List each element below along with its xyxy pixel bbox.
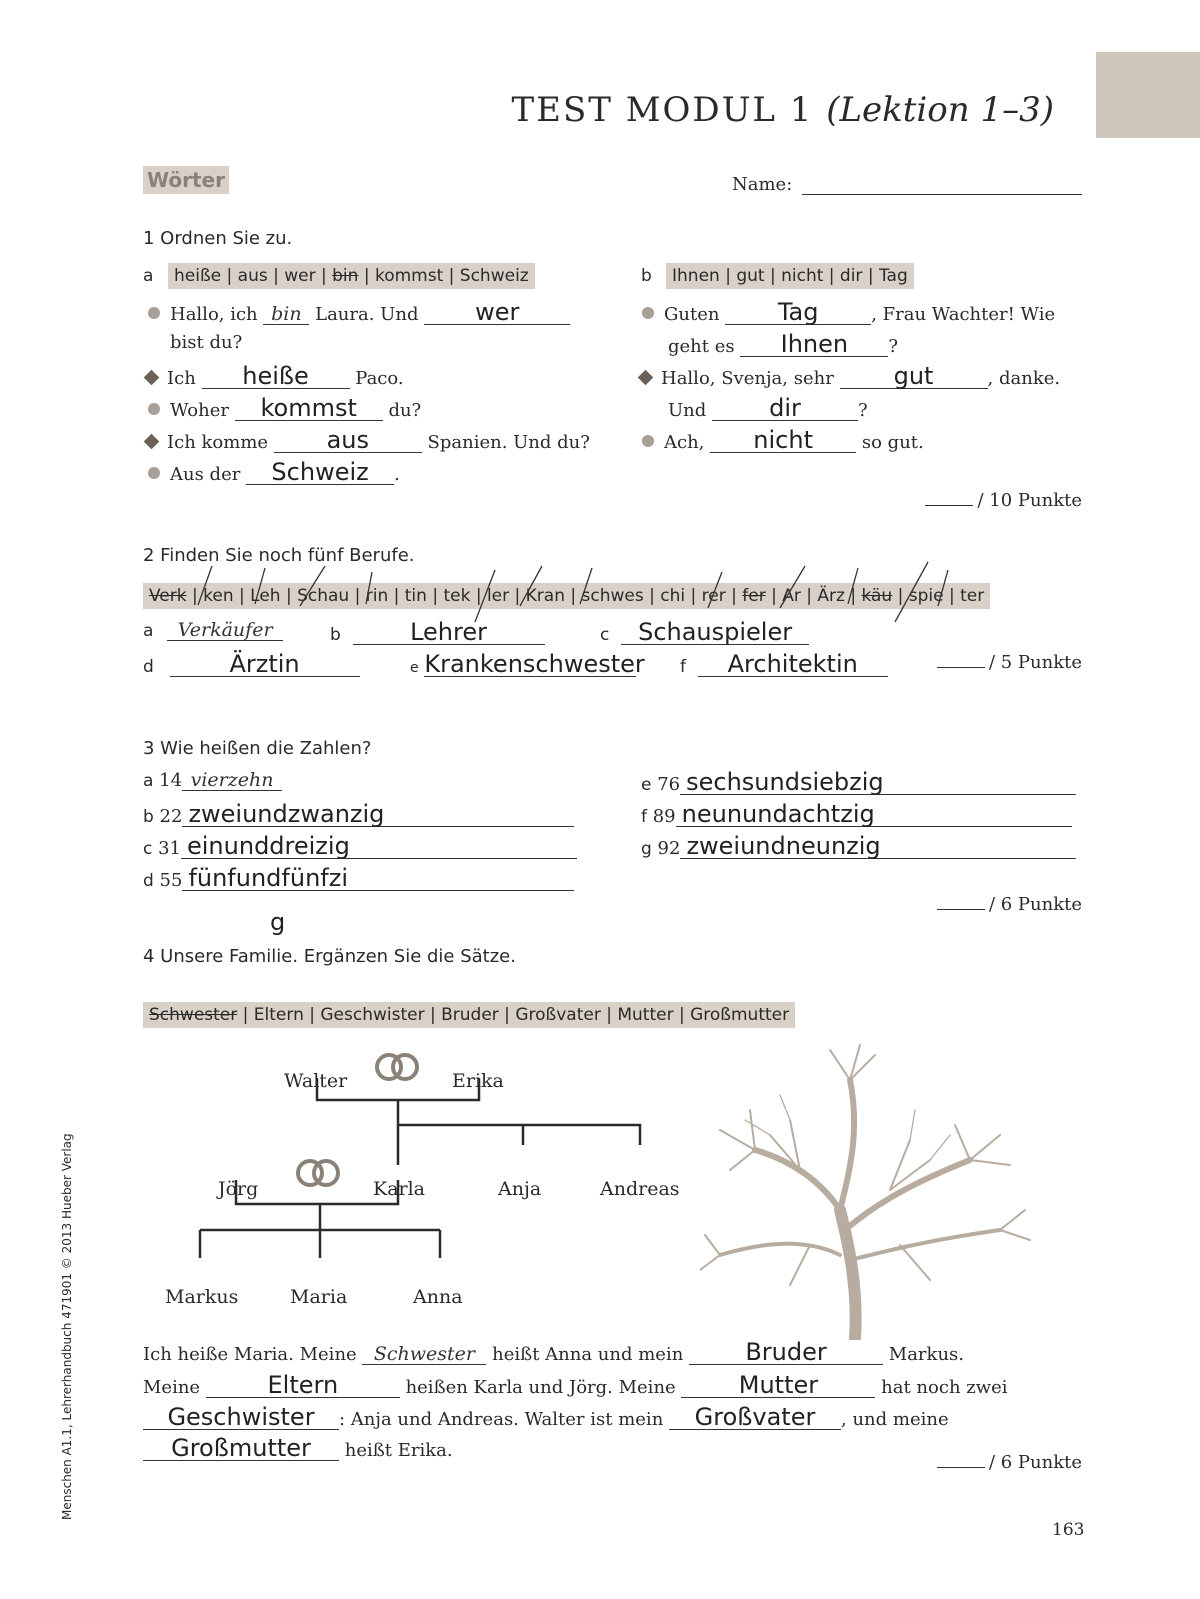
answer-blank[interactable]: einunddreizig [181, 834, 577, 859]
ex1-a-label: a [143, 266, 154, 286]
ex2-c: c Schauspieler [600, 620, 809, 645]
ex3-item-a: a 14 vierzehn [143, 770, 282, 791]
page-number: 163 [1052, 1520, 1085, 1540]
ex2-row1: a Verkäufer [143, 620, 283, 641]
ex3-title: 3 Wie heißen die Zahlen? [143, 738, 372, 759]
answer-blank[interactable]: Architektin [698, 652, 888, 677]
ex3-item-f: f 89 neunundachtzig [641, 802, 1072, 827]
ex2-score: / 5 Punkte [937, 652, 1082, 673]
ex2-title: 2 Finden Sie noch fünf Berufe. [143, 545, 415, 566]
wedding-rings-icon [373, 1051, 423, 1083]
ex1-a-line2: bist du? [170, 332, 243, 353]
ex3-stray-mark: g [270, 908, 286, 936]
score-field[interactable] [937, 667, 985, 668]
ex2-e: e Krankenschwester [410, 650, 645, 678]
ex1-b-line1: Guten Tag , Frau Wachter! Wie [642, 300, 1055, 325]
page-title: TEST MODUL 1 (Lektion 1–3) [511, 90, 1054, 130]
diamond-bullet-icon [144, 433, 160, 449]
answer-blank[interactable]: Schauspieler [621, 620, 809, 645]
answer-blank[interactable]: Ihnen [740, 332, 888, 357]
answer-blank[interactable]: Verkäufer [167, 621, 283, 641]
ex1-b-line5: Ach, nicht so gut. [642, 428, 924, 453]
answer-blank[interactable]: heiße [202, 364, 350, 389]
circle-bullet-icon [642, 435, 654, 447]
ex2-f: f Architektin [680, 652, 888, 677]
circle-bullet-icon [148, 403, 160, 415]
tree-name-maria: Maria [290, 1286, 348, 1308]
answer-blank[interactable]: bin [263, 305, 309, 325]
ex2-syllable-box: Verk | ken | Leh | Schau | rin | tin | tek | ler | Kran | schwes | chi | rer | fer | Ar | Ärz | käu | spie | ter [143, 583, 990, 609]
ex3-item-e: e 76 sechsundsiebzig [641, 770, 1076, 795]
circle-bullet-icon [148, 307, 160, 319]
answer-blank[interactable]: gut [840, 364, 988, 389]
tree-name-erika: Erika [452, 1070, 504, 1092]
ex2-b: b Lehrer [330, 620, 545, 645]
ex1-a-line5: Ich komme aus Spanien. Und du? [144, 428, 590, 453]
ex4-sentence2: Meine Eltern heißen Karla und Jörg. Meine Mutter hat noch zwei [143, 1371, 1008, 1399]
ex1-b-wordbox: Ihnen | gut | nicht | dir | Tag [666, 263, 914, 289]
wedding-rings-icon [294, 1157, 344, 1189]
ex3-score: / 6 Punkte [937, 894, 1082, 915]
ex1-score: / 10 Punkte [925, 490, 1082, 511]
ex1-a-line1: Hallo, ich bin Laura. Und wer [148, 300, 570, 325]
answer-blank[interactable]: Eltern [206, 1373, 400, 1398]
answer-blank[interactable]: Großmutter [143, 1436, 339, 1461]
tree-name-walter: Walter [284, 1070, 348, 1092]
tree-name-markus: Markus [165, 1286, 239, 1308]
circle-bullet-icon [148, 467, 160, 479]
ex1-a-wordbox: heiße | aus | wer | bin | kommst | Schweiz [168, 263, 535, 289]
copyright-sidebar: Menschen A1.1, Lehrerhandbuch 471901 © 2013 Hueber Verlag [60, 1133, 74, 1520]
answer-blank[interactable]: zweiundzwanzig [182, 802, 574, 827]
tree-name-anna: Anna [413, 1286, 463, 1308]
ex4-title: 4 Unsere Familie. Ergänzen Sie die Sätze. [143, 946, 516, 967]
ex1-a-line4: Woher kommst du? [148, 396, 421, 421]
diamond-bullet-icon [144, 369, 160, 385]
ex2-d: d Ärztin [143, 652, 360, 677]
tree-illustration [700, 1040, 1040, 1340]
answer-blank[interactable]: Tag [725, 300, 871, 325]
answer-blank[interactable]: vierzehn [182, 771, 282, 791]
ex4-sentence4: Großmutter heißt Erika. [143, 1436, 453, 1461]
tree-name-andreas: Andreas [600, 1178, 680, 1200]
name-label: Name: [732, 174, 793, 195]
ex1-b-label: b [641, 266, 652, 286]
ex3-item-g: g 92 zweiundneunzig [641, 834, 1076, 859]
answer-blank[interactable]: fünfundfünfzi [182, 866, 574, 891]
answer-blank[interactable]: neunundachtzig [676, 802, 1072, 827]
answer-blank[interactable]: Mutter [681, 1373, 875, 1398]
answer-blank[interactable]: wer [424, 300, 570, 325]
answer-blank[interactable]: Ärztin [170, 652, 360, 677]
answer-blank[interactable]: Schwester [362, 1345, 486, 1365]
tree-name-karla: Karla [373, 1178, 426, 1200]
answer-blank[interactable]: Krankenschwester [424, 650, 645, 678]
score-field[interactable] [925, 505, 973, 506]
section-tag: Wörter [143, 166, 229, 194]
answer-blank[interactable]: dir [712, 396, 858, 421]
name-field[interactable] [802, 193, 1082, 195]
ex4-sentence3: Geschwister : Anja und Andreas. Walter ist mein Großvater , und meine [143, 1405, 949, 1430]
answer-blank[interactable]: aus [274, 428, 422, 453]
ex4-wordbox: Schwester | Eltern | Geschwister | Bruder | Großvater | Mutter | Großmutter [143, 1002, 795, 1028]
circle-bullet-icon [642, 307, 654, 319]
ex3-item-c: c 31 einunddreizig [143, 834, 577, 859]
answer-blank[interactable]: sechsundsiebzig [680, 770, 1076, 795]
ex3-item-b: b 22 zweiundzwanzig [143, 802, 574, 827]
ex4-score: / 6 Punkte [937, 1452, 1082, 1473]
answer-blank[interactable]: kommst [235, 396, 383, 421]
tree-name-joerg: Jörg [218, 1178, 259, 1200]
ex1-b-line4: Und dir ? [668, 394, 868, 422]
score-field[interactable] [937, 909, 985, 910]
answer-blank[interactable]: nicht [710, 428, 856, 453]
ex1-b-line2: geht es Ihnen ? [668, 330, 899, 358]
diamond-bullet-icon [638, 369, 654, 385]
answer-blank[interactable]: Schweiz [246, 460, 394, 485]
ex3-item-d: d 55 fünfundfünfzi [143, 866, 574, 891]
family-tree-lines [0, 1040, 700, 1300]
corner-tab [1096, 52, 1200, 138]
answer-blank[interactable]: zweiundneunzig [680, 834, 1076, 859]
ex1-a-line6: Aus der Schweiz . [148, 460, 400, 485]
ex1-title: 1 Ordnen Sie zu. [143, 228, 293, 249]
score-field[interactable] [937, 1467, 985, 1468]
ex4-sentence1: Ich heiße Maria. Meine Schwester heißt Anna und mein Bruder Markus. [143, 1338, 964, 1366]
tree-name-anja: Anja [498, 1178, 542, 1200]
answer-blank[interactable]: Bruder [689, 1340, 883, 1365]
ex1-b-line3: Hallo, Svenja, sehr gut , danke. [638, 364, 1060, 389]
answer-blank[interactable]: Lehrer [353, 620, 545, 645]
answer-blank[interactable]: Großvater [669, 1405, 841, 1430]
ex1-a-line3: Ich heiße Paco. [144, 364, 404, 389]
answer-blank[interactable]: Geschwister [143, 1405, 339, 1430]
